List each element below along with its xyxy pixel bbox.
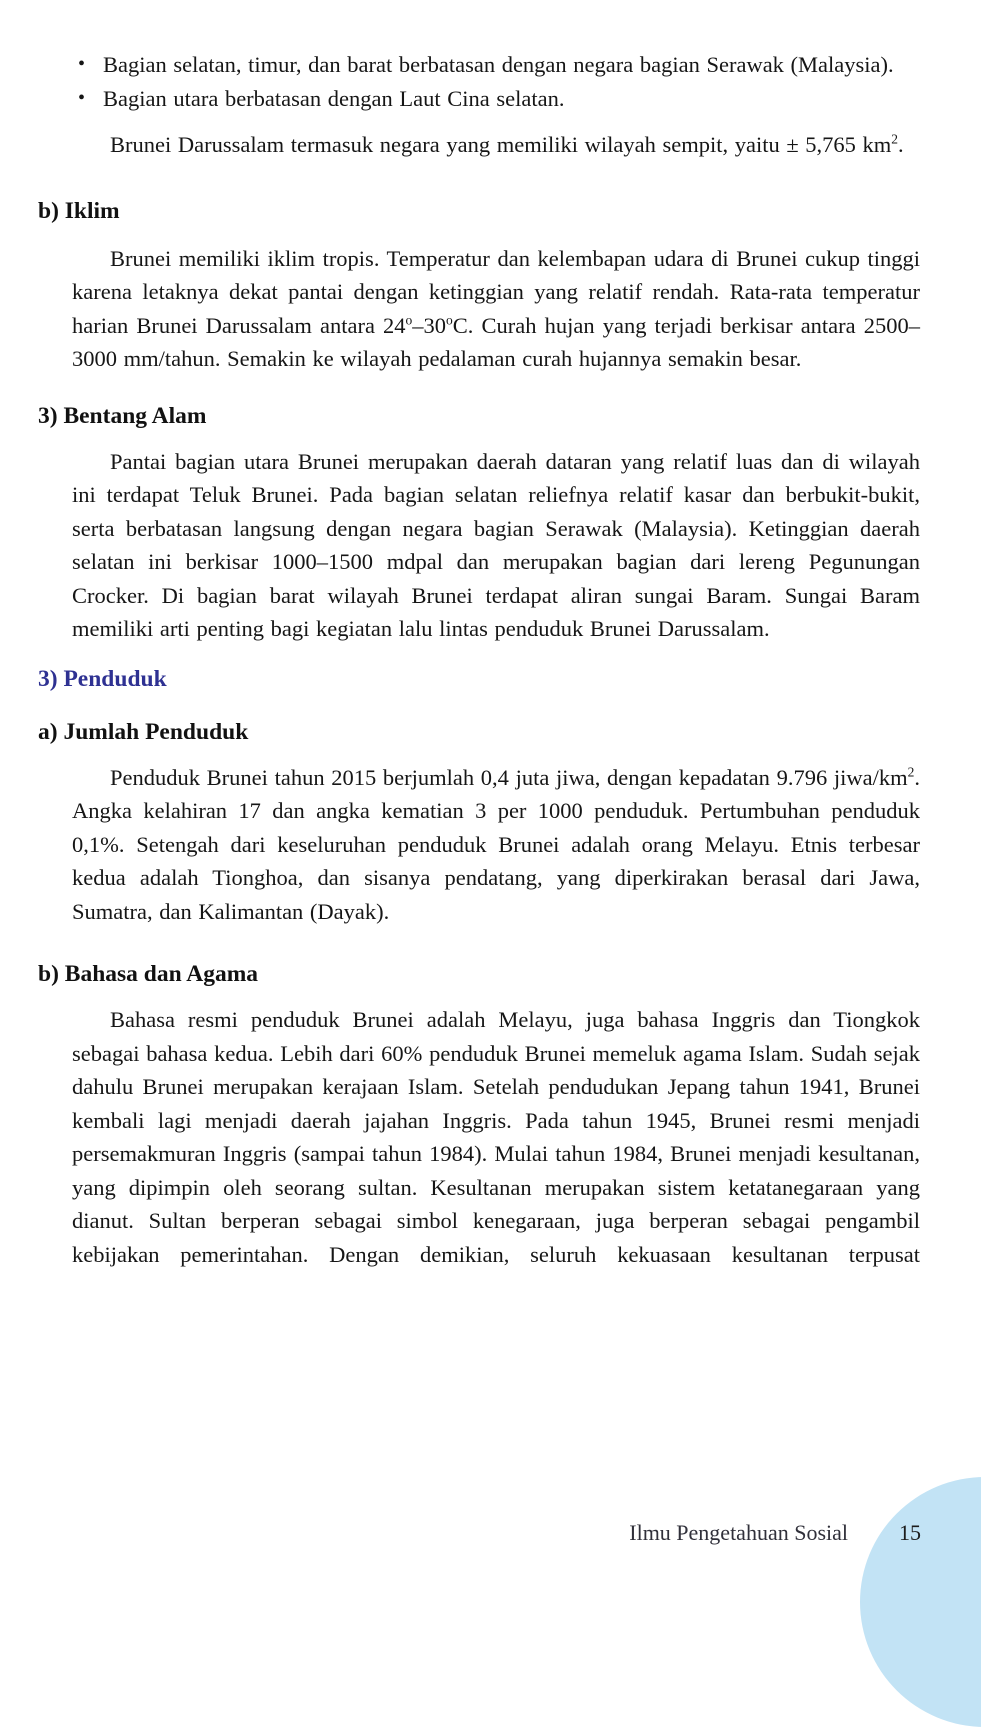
footer-book-title: Ilmu Pengetahuan Sosial <box>629 1520 848 1545</box>
paragraph-bahasa-agama: Bahasa resmi penduduk Brunei adalah Melayu, juga bahasa Inggris dan Tiongkok sebagai bahasa kedua. Lebih dari 60% penduduk Brunei memeluk agama Islam. Sudah sejak dahulu Brunei merupakan kerajaan Islam. Setelah pendudukan Jepang tahun 1941, Brunei kembali lagi menjadi daerah jajahan Inggris. Pada tahun 1945, Brunei resmi menjadi persemakmuran Inggris (sampai tahun 1984). Mulai tahun 1984, Brunei menjadi kesultanan, yang dipimpin oleh seorang sultan. Kesultanan merupakan sistem ketatanegaraan yang dianut. Sultan berperan sebagai simbol kenegaraan, juga berperan sebagai pengambil kebijakan pemerintahan. Dengan demikian, seluruh kekuasaan kesultanan terpusat <box>72 1007 920 1267</box>
section-heading-jumlah-penduduk: a) Jumlah Penduduk <box>38 718 249 745</box>
section-heading-penduduk: 3) Penduduk <box>38 665 167 692</box>
section-heading-bahasa-agama: b) Bahasa dan Agama <box>38 961 259 987</box>
paragraph-area-size: Brunei Darussalam termasuk negara yang memiliki wilayah sempit, yaitu ± 5,765 $km^2$. <box>110 131 904 157</box>
paragraph-iklim: Brunei memiliki iklim tropis. Temperatur dan kelembapan udara di Brunei cukup tinggi karena letaknya dekat pantai dengan ketinggian yang relatif rendah. Rata-rata temperatur harian Brunei Darussalam antara 24$^o$–30$^o$C. Curah hujan yang terjadi berkisar antara 2500–3000 mm/tahun. Semakin ke wilayah pedalaman curah hujannya semakin besar. <box>72 245 921 371</box>
section-heading-iklim: b) Iklim <box>38 197 120 224</box>
paragraph-jumlah-penduduk: Penduduk Brunei tahun 2015 berjumlah 0,4 juta jiwa, dengan kepadatan 9.796 jiwa/$km^2$. Angka kelahiran 17 dan angka kematian 3 per 1000 penduduk. Pertumbuhan penduduk 0,1%. Setengah dari keseluruhan penduduk Brunei adalah orang Melayu. Etnis terbesar kedua adalah Tionghoa, dan sisanya pendatang, yang diperkirakan berasal dari Jawa, Sumatra, dan Kalimantan (Dayak). <box>72 764 920 924</box>
bullet-item: • Bagian utara berbatasan dengan Laut Cina selatan. <box>78 82 920 116</box>
page-number: 15 <box>899 1520 921 1545</box>
bullet-item: • Bagian selatan, timur, dan barat berbatasan dengan negara bagian Serawak (Malaysia). <box>78 48 920 82</box>
paragraph-bentang-alam: Pantai bagian utara Brunei merupakan daerah dataran yang relatif luas dan di wilayah ini terdapat Teluk Brunei. Pada bagian selatan reliefnya relatif kasar dan berbukit-bukit, serta berbatasan langsung dengan negara bagian Serawak (Malaysia). Ketinggian daerah selatan ini berkisar 1000–1500 mdpal dan merupakan bagian dari lereng Pegunungan Crocker. Di bagian barat wilayah Brunei terdapat aliran sungai Baram. Sungai Baram memiliki arti penting bagi kegiatan lalu lintas penduduk Brunei Darussalam. <box>72 448 920 641</box>
section-heading-bentang-alam: 3) Bentang Alam <box>38 402 207 429</box>
border-bullet-list <box>72 48 920 115</box>
